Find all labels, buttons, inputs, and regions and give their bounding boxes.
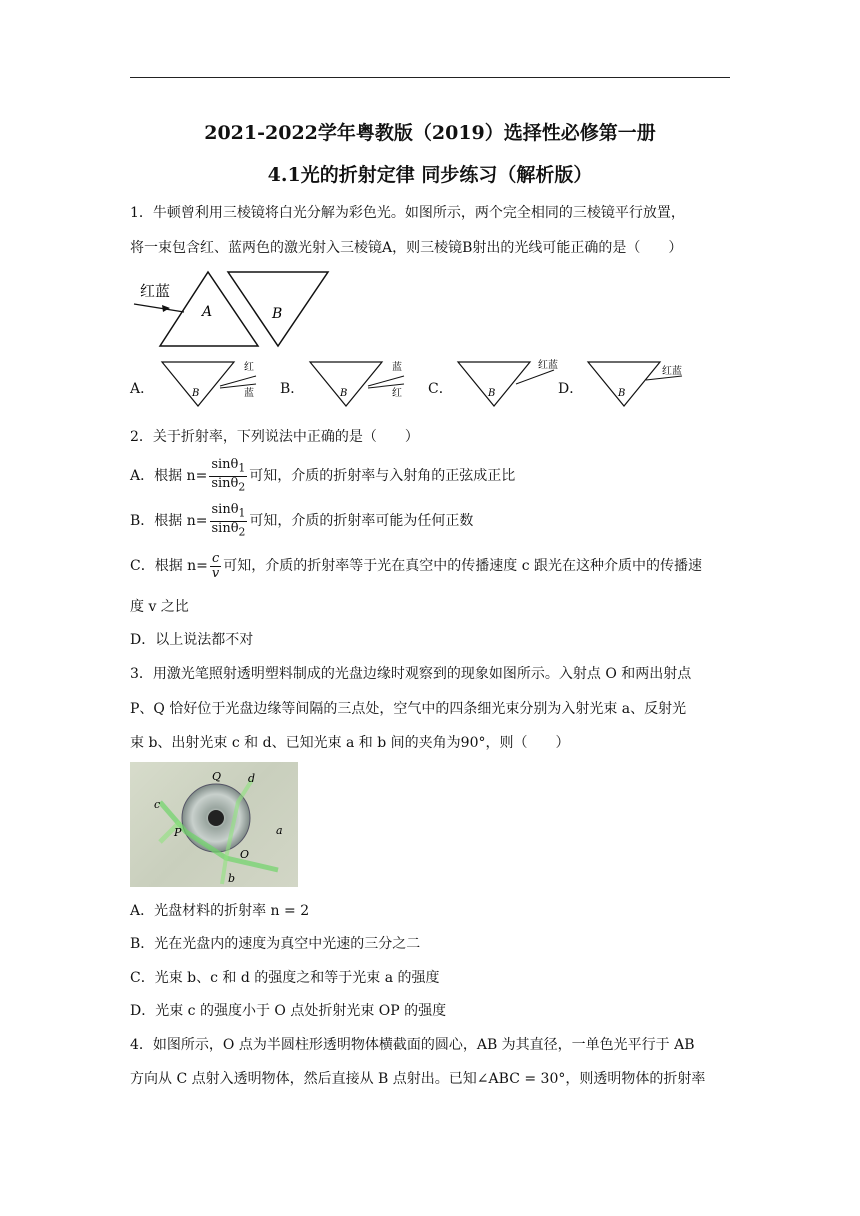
q3-option-d: D．光束 c 的强度小于 O 点处折射光束 OP 的强度 [130,1003,447,1019]
q3-stem-line1: 3．用激光笔照射透明塑料制成的光盘边缘时观察到的现象如图所示。入射点 O 和两出射点 [130,666,692,682]
q3-option-a: A．光盘材料的折射率 n = 2 [130,903,310,919]
q2-option-d: D．以上说法都不对 [130,632,254,648]
svg-text:红: 红 [392,388,402,399]
q4-stem-line2: 方向从 C 点射入透明物体，然后直接从 B 点射出。已知∠ABC = 30°，则透明物体的折射率 [130,1071,706,1087]
q2-option-c-fraction: $\frac{c}{v}$ [211,550,220,581]
q2-option-a [130,458,515,494]
q2-option-c-prefix: C．根据 n= [130,558,208,574]
q1-option-d-label: D． [558,381,584,397]
q1-option-b-figure [306,358,416,410]
svg-text:b: b [228,872,236,885]
svg-text:P: P [174,826,182,839]
q2-option-b [130,503,473,539]
q1-option-a-figure [158,358,268,410]
svg-text:蓝: 蓝 [244,388,254,399]
svg-text:a: a [276,824,283,837]
page-title: 2021-2022学年粤教版（2019）选择性必修第一册 [204,122,656,144]
q2-option-b-fraction: $\frac{\sin\theta_1}{\sin\theta_2}$ [211,502,246,539]
svg-text:O: O [240,848,250,861]
q2-option-a-suffix: 可知，介质的折射率与入射角的正弦成正比 [249,468,516,485]
svg-text:c: c [154,798,161,811]
q1-option-c-label: C． [428,381,453,397]
header-rule [130,77,730,78]
q2-option-c-line2: 度 v 之比 [130,599,189,615]
q4-stem-line1: 4．如图所示，O 点为半圆柱形透明物体横截面的圆心，AB 为其直径，一单色光平行于 AB [130,1037,695,1053]
beam-arrow-icon [162,305,170,312]
svg-text:红: 红 [244,362,254,373]
q3-option-c: C．光束 b、c 和 d 的强度之和等于光束 a 的强度 [130,970,440,986]
q1-stem-line1: 1．牛顿曾利用三棱镜将白光分解为彩色光。如图所示，两个完全相同的三棱镜平行放置， [130,205,685,221]
q1-option-a-label: A． [130,381,155,397]
q1-option-b-label: B． [280,381,305,397]
cd-hole [208,810,224,826]
svg-text:B: B [618,388,626,399]
q1-option-c-figure [454,356,564,410]
beam-label: 红蓝 [140,282,171,300]
svg-text:B: B [192,388,200,399]
q3-cd-photo [130,762,298,887]
svg-text:红蓝: 红蓝 [662,366,682,377]
prism-a-label: A [202,304,213,320]
q2-option-b-prefix: B．根据 n= [130,513,208,530]
svg-text:Q: Q [212,770,222,783]
svg-text:蓝: 蓝 [392,362,402,373]
q3-stem-line3: 束 b、出射光束 c 和 d、已知光束 a 和 b 间的夹角为90°，则（ ） [130,735,570,751]
q2-option-c [130,548,702,584]
prism-b-label: B [272,306,283,322]
svg-text:B: B [488,388,496,399]
incident-beam [134,304,184,312]
q3-option-b: B．光在光盘内的速度为真空中光速的三分之二 [130,936,421,952]
svg-text:d: d [248,772,256,785]
q3-stem-line2: P、Q 恰好位于光盘边缘等间隔的三点处，空气中的四条细光束分别为入射光束 a、反射光 [130,701,687,717]
page-subtitle: 4.1光的折射定律 同步练习（解析版） [267,164,593,186]
svg-text:红蓝: 红蓝 [538,360,558,371]
q3-cd-photo-drawing [130,762,298,887]
q2-option-a-fraction: $\frac{\sin\theta_1}{\sin\theta_2}$ [211,457,246,494]
q1-main-figure [130,268,340,350]
q2-stem: 2．关于折射率，下列说法中正确的是（ ） [130,429,419,445]
q1-option-d-figure [584,358,696,410]
q1-stem-line2: 将一束包含红、蓝两色的激光射入三棱镜A，则三棱镜B射出的光线可能正确的是（ ） [130,240,683,256]
q2-option-a-prefix: A．根据 n= [130,468,208,485]
q2-option-b-suffix: 可知，介质的折射率可能为任何正数 [249,513,474,530]
svg-text:B: B [340,388,348,399]
q2-option-c-suffix: 可知，介质的折射率等于光在真空中的传播速度 c 跟光在这种介质中的传播速 [223,558,703,574]
